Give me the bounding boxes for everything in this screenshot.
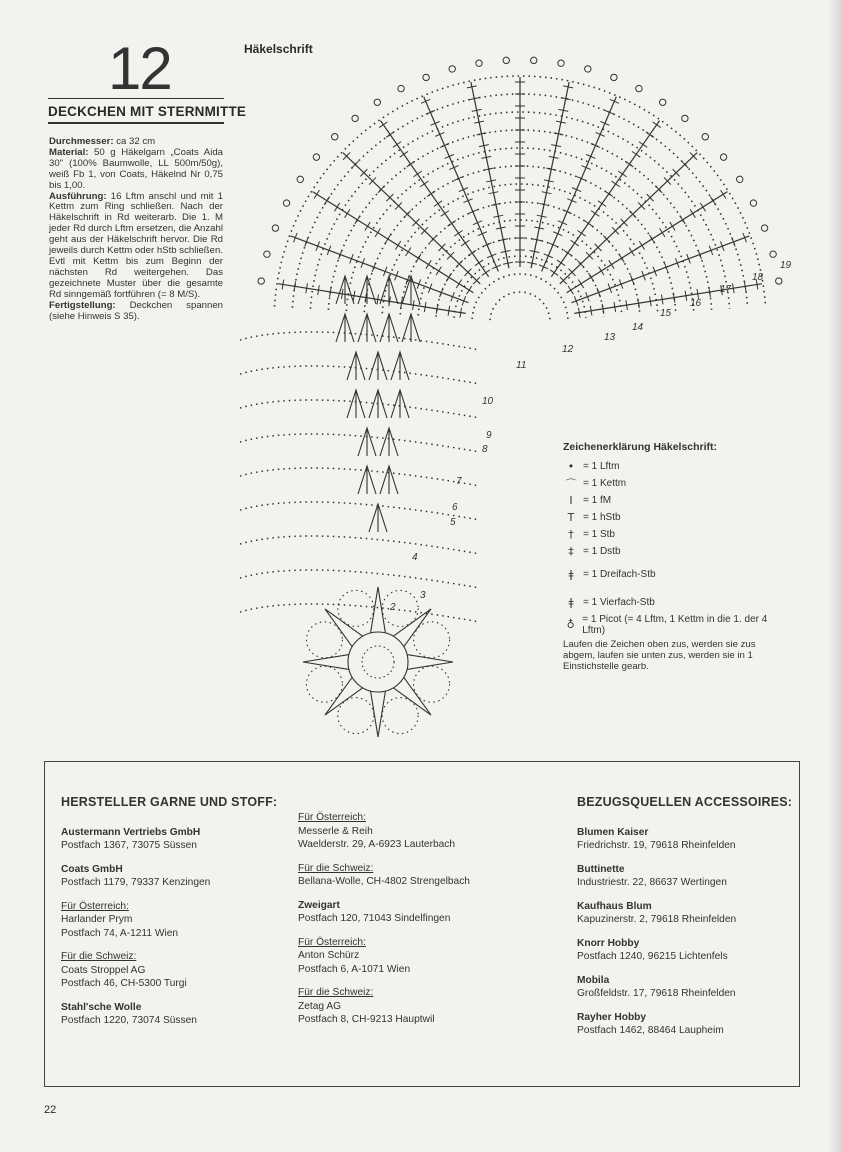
round-arc (472, 274, 568, 319)
supplier-address-line: Kapuzinerstr. 2, 79618 Rheinfelden (577, 914, 737, 925)
legend-item (563, 613, 783, 636)
supplier-right-entry (577, 1011, 797, 1038)
picot-mark (283, 200, 289, 206)
supplier-right-entry (577, 937, 797, 964)
round-number-label: 18 (752, 272, 764, 283)
legend-symbol-icon: ⌒ (565, 477, 577, 491)
legend-item (563, 458, 783, 475)
supplier-address-line: Anton Schürz (298, 950, 360, 961)
legend-symbol-icon: ♁ (566, 618, 575, 631)
region-label: Für Österreich: (298, 936, 366, 948)
picot-mark (770, 251, 776, 257)
legend-symbol-icon: † (568, 528, 574, 541)
legend-item (563, 509, 783, 526)
star-loop (382, 698, 418, 734)
legend-item (563, 588, 783, 616)
picot-mark (374, 99, 380, 105)
star-loop (306, 622, 342, 658)
page-number: 22 (44, 1104, 57, 1116)
legend-symbol-icon: • (567, 460, 575, 473)
legend-symbol-icon: ‡ (568, 545, 574, 558)
stitch-column (313, 192, 474, 293)
picot-mark (476, 60, 482, 66)
legend-item (563, 543, 783, 560)
supplier-name: Mobila (577, 974, 610, 986)
supplier-address-line: Bellana-Wolle, CH-4802 Strengelbach (298, 876, 470, 887)
page-edge-shadow (828, 0, 842, 1152)
region-label: Für Österreich: (61, 900, 129, 912)
supplier-middle-entry (298, 936, 528, 977)
supplier-address-line: Postfach 46, CH-5300 Turgi (61, 978, 187, 989)
supplier-address-line: Postfach 1220, 73074 Süssen (61, 1015, 197, 1026)
legend-text: = 1 hStb (583, 512, 621, 523)
stitch-column (560, 153, 697, 284)
supplier-name: Kaufhaus Blum (577, 900, 652, 912)
picot-mark (272, 225, 278, 231)
supplier-middle-entry (298, 986, 528, 1027)
supplier-name: Buttinette (577, 863, 625, 875)
region-label: Für die Schweiz: (298, 987, 374, 998)
stitch-column (343, 153, 480, 284)
picot-mark (398, 85, 404, 91)
supplier-name: Zweigart (298, 899, 340, 911)
chart-heading: Häkelschrift (244, 42, 313, 56)
star-point (371, 587, 386, 633)
round-number-label: 10 (482, 396, 494, 407)
suppliers-left-heading: HERSTELLER GARNE UND STOFF: (61, 795, 278, 809)
legend-symbol-icon: T (567, 511, 575, 524)
picot-mark (636, 85, 642, 91)
instr-finishing: Fertigstellung: Deckchen spannen (siehe Hinweis S 35). (49, 299, 223, 322)
picot-mark (313, 154, 319, 160)
supplier-middle-entry (298, 862, 528, 889)
legend-symbol-icon: I (569, 494, 573, 507)
round-number-label: 13 (604, 332, 616, 343)
round-number-label: 17 (720, 284, 732, 295)
supplier-left-entry (61, 863, 291, 890)
picot-mark (531, 57, 537, 63)
instr-diameter: Durchmesser: ca 32 cm (49, 136, 156, 147)
round-arc (240, 604, 480, 622)
picot-mark (264, 251, 270, 257)
legend-text: = 1 Vierfach-Stb (583, 596, 655, 608)
supplier-address-line: Postfach 1179, 79337 Kenzingen (61, 877, 211, 888)
supplier-name: Blumen Kaiser (577, 826, 649, 838)
title-rule (48, 98, 224, 99)
legend-text: = 1 fM (583, 495, 612, 506)
suppliers-right-heading: BEZUGSQUELLEN ACCESSOIRES: (577, 795, 793, 809)
supplier-address-line: Postfach 74, A-1211 Wien (61, 927, 179, 939)
supplier-address-line: Postfach 120, 71043 Sindelfingen (298, 913, 451, 924)
supplier-left-entry (61, 1001, 291, 1028)
round-number-label: 15 (660, 308, 672, 319)
legend-title: Zeichenerklärung Häkelschrift: (563, 441, 718, 453)
supplier-right-entry (577, 863, 797, 890)
picot-mark (750, 200, 756, 206)
round-number-label: 6 (452, 502, 458, 513)
supplier-address-line: Postfach 1367, 73075 Süssen (61, 840, 197, 851)
supplier-name: Coats GmbH (61, 863, 123, 875)
legend-text: = 1 Picot (= 4 Lftm, 1 Kettm in die 1. der 4 Lftm) (582, 613, 768, 636)
supplier-name: Knorr Hobby (577, 937, 640, 949)
picot-mark (558, 60, 564, 66)
round-number-label: 12 (562, 344, 574, 355)
star-point (407, 655, 453, 670)
legend (563, 441, 783, 672)
stitch-column (291, 236, 469, 303)
legend-text: = 1 Kettm (583, 478, 627, 489)
supplier-right-entry (577, 974, 797, 1001)
legend-text: = 1 Stb (583, 529, 615, 540)
picot-mark (503, 57, 509, 63)
supplier-name: Rayher Hobby (577, 1011, 647, 1023)
supplier-address-line: Friedrichstr. 19, 79618 Rheinfelden (577, 840, 736, 851)
picot-mark (737, 176, 743, 182)
stitch-column (531, 82, 569, 268)
legend-text: = 1 Dreifach-Stb (583, 568, 656, 580)
round-number-label: 14 (632, 322, 644, 333)
supplier-address-line: Postfach 1462, 88464 Laupheim (577, 1025, 724, 1036)
suppliers-left-column (61, 796, 291, 1038)
legend-item (563, 492, 783, 509)
picot-mark (332, 134, 338, 140)
picot-mark (258, 278, 264, 284)
instr-execution: Ausführung: 16 Lftm anschl und mit 1 Kettm zum Ring schließen. Nach der Häkelschrift in Rd weiterarb. Die 1. M jeder Rd durch Lftm ersetzen, die Anzahl geht aus der Häkelschrift hervor. Die Rd jeweils durch Kettm oder hStb schließen. Evtl mit Kettm bis zum Beginn der nächsten Rd weitergehen. Das gezeichnete Muster über die gesamte Rd sinngemäß fortführen (= 8 M/S). (49, 190, 223, 300)
round-number-label: 19 (780, 260, 792, 271)
round-number-label: 16 (690, 298, 702, 309)
legend-symbol-icon: ǂ (568, 567, 574, 581)
legend-symbol-icon: ǂ (568, 595, 574, 609)
supplier-left-entry (61, 900, 291, 941)
supplier-middle-entry (298, 811, 528, 852)
legend-item (563, 475, 783, 492)
supplier-name: Stahl'sche Wolle (61, 1001, 142, 1013)
pattern-number: 12 (108, 35, 171, 102)
round-number-label: 2 (390, 602, 396, 613)
round-arc (240, 332, 480, 350)
supplier-address-line: Coats Stroppel AG (61, 964, 146, 976)
suppliers-middle-column (298, 811, 528, 1037)
instr-material: Material: 50 g Häkelgarn „Coats Aida 30" (100% Baumwolle, LL 500m/50g), weiß Fb 1, von Coats, Häkelnd Nr 0,75 bis 1,00. (49, 146, 223, 191)
round-number-label: 5 (450, 517, 456, 528)
stitch-column (278, 284, 466, 314)
picot-mark (585, 66, 591, 72)
round-number-label: 11 (516, 360, 527, 371)
supplier-right-entry (577, 900, 797, 927)
picot-mark (720, 154, 726, 160)
picot-mark (682, 115, 688, 121)
supplier-name: Austermann Vertriebs GmbH (61, 826, 201, 838)
star-loop (414, 666, 450, 702)
supplier-left-entry (61, 826, 291, 853)
round-number-label: 4 (412, 552, 418, 563)
picot-mark (611, 74, 617, 80)
star-loop (338, 590, 374, 626)
star-ring (362, 646, 394, 678)
round-number-label: 9 (486, 430, 492, 441)
stitch-column (567, 192, 728, 293)
supplier-address-line: Postfach 6, A-1071 Wien (298, 963, 411, 975)
region-label: Für die Schweiz: (61, 951, 137, 962)
legend-note: Laufen die Zeichen oben zus, werden sie zus abgem, laufen sie unten zus, werden sie in 1 Einstichstelle gearb. (563, 639, 756, 672)
picot-mark (659, 99, 665, 105)
supplier-address-line: Harlander Prym (61, 914, 133, 925)
supplier-address-line: Postfach 8, CH-9213 Hauptwil (298, 1014, 435, 1025)
region-label: Für Österreich: (298, 812, 366, 823)
supplier-address-line: Messerle & Reih (298, 825, 373, 837)
round-arc (240, 536, 480, 554)
instructions (49, 137, 223, 322)
suppliers-right-column (577, 796, 797, 1048)
round-arc (240, 502, 480, 520)
supplier-right-entry (577, 826, 797, 853)
legend-item (563, 526, 783, 543)
picot-mark (449, 66, 455, 72)
supplier-middle-entry (298, 899, 528, 926)
round-arc (490, 292, 550, 320)
legend-text: = 1 Lftm (583, 461, 620, 472)
pattern-title: DECKCHEN MIT STERNMITTE (48, 104, 224, 124)
picot-mark (761, 225, 767, 231)
star-loop (414, 622, 450, 658)
stitch-column (542, 97, 617, 272)
round-number-label: 8 (482, 444, 488, 455)
star-loop (338, 698, 374, 734)
supplier-address-line: Industriestr. 22, 86637 Wertingen (577, 877, 727, 888)
round-arc (240, 400, 480, 418)
round-arc (240, 366, 480, 384)
picot-mark (702, 134, 708, 140)
stitch-column (471, 82, 509, 268)
picot-mark (352, 115, 358, 121)
supplier-address-line: Waelderstr. 29, A-6923 Lauterbach (298, 839, 456, 850)
supplier-left-entry (61, 950, 291, 991)
suppliers-box (44, 761, 800, 1087)
region-label: Für die Schweiz: (298, 862, 374, 874)
picot-mark (423, 74, 429, 80)
round-number-label: 3 (420, 590, 426, 601)
legend-text: = 1 Dstb (583, 546, 621, 557)
round-arc (240, 468, 480, 486)
supplier-address-line: Großfeldstr. 17, 79618 Rheinfelden (577, 988, 736, 999)
stitch-column (424, 97, 499, 272)
star-ring (348, 632, 408, 692)
star-point (303, 655, 349, 670)
star-point (371, 691, 386, 737)
round-arc (240, 570, 480, 588)
legend-item (563, 560, 783, 588)
supplier-address-line: Postfach 1240, 96215 Lichtenfels (577, 951, 728, 962)
round-number-label: 7 (456, 476, 462, 487)
picot-mark (776, 278, 782, 284)
star-loop (306, 666, 342, 702)
supplier-address-line: Zetag AG (298, 1000, 342, 1012)
picot-mark (297, 176, 303, 182)
